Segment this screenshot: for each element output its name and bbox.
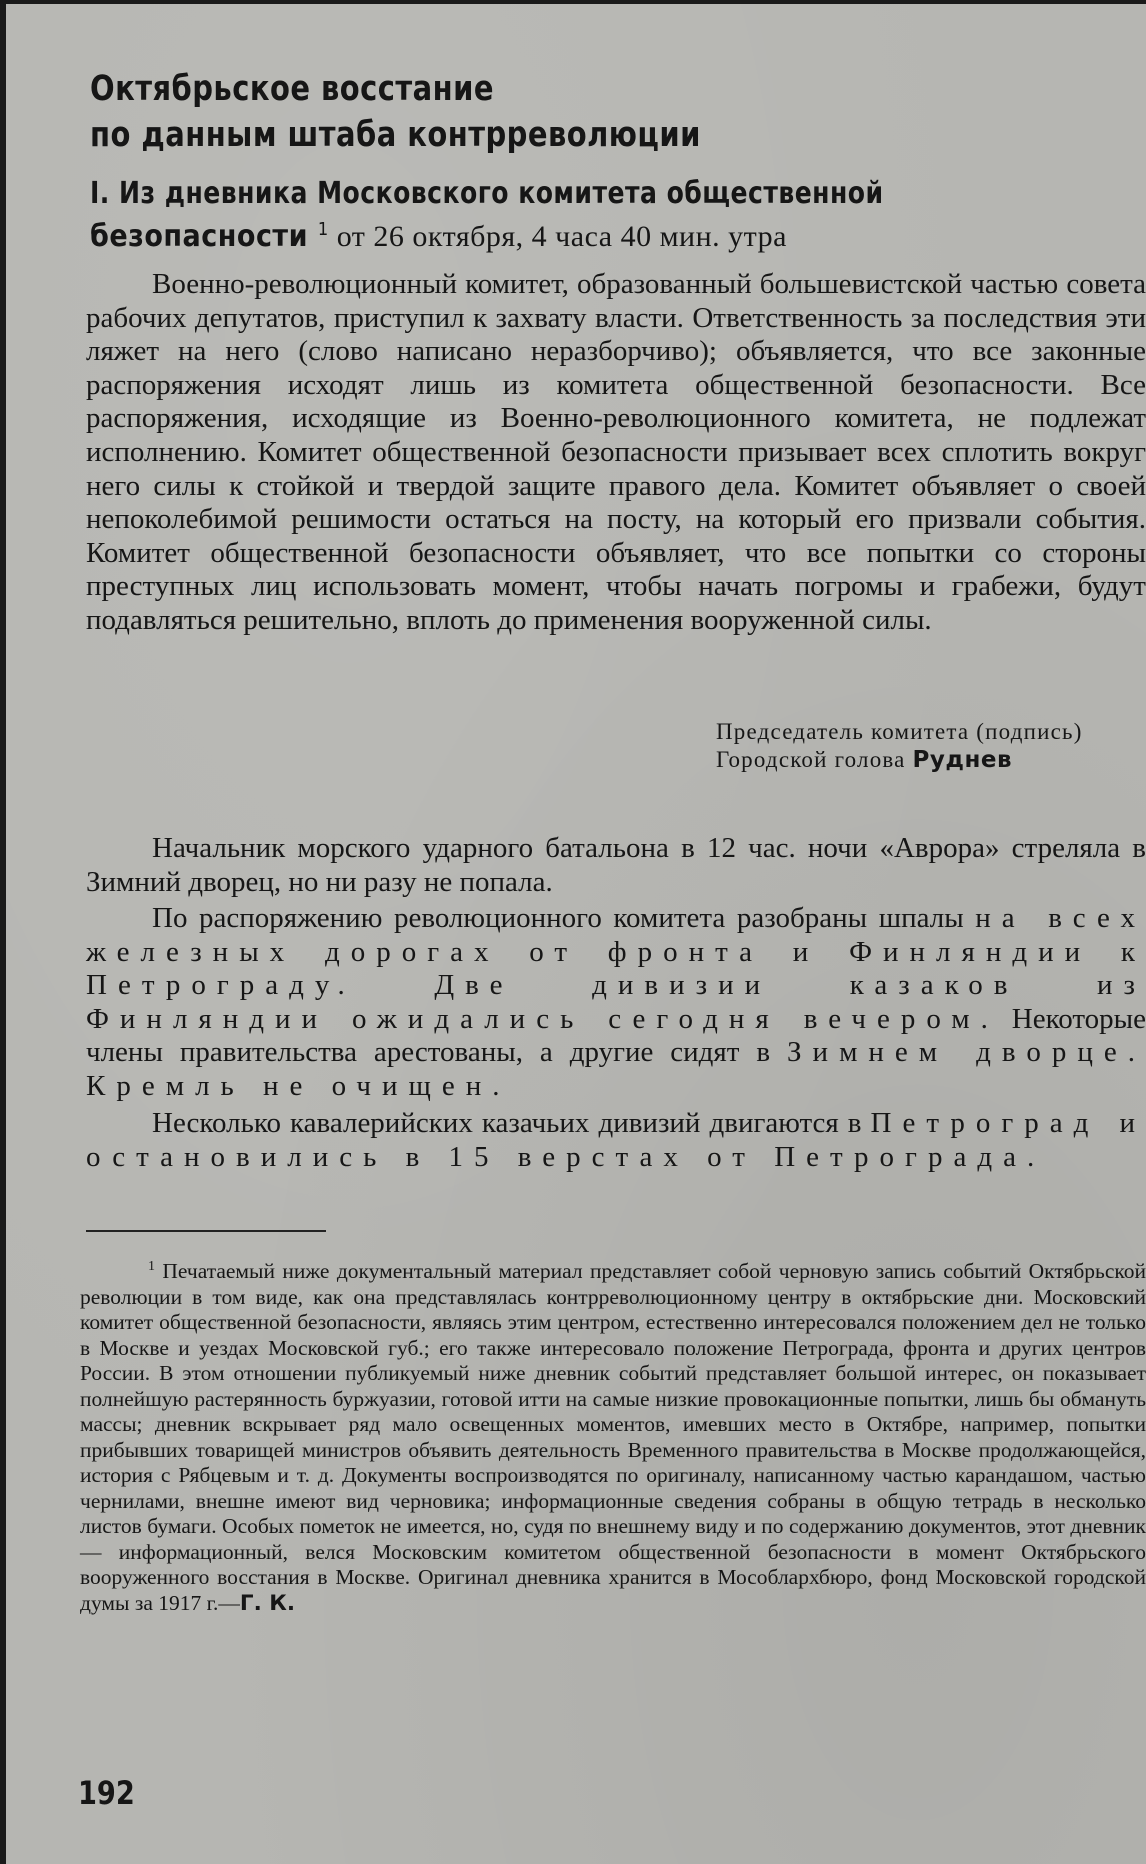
signature-name: Руднев — [912, 747, 1013, 773]
paragraph-cavalry-spaced: Петроград и остановились в 15 верстах от Петрограда. — [86, 1107, 1146, 1173]
signature-role: Городской голова — [716, 747, 913, 772]
footnote-divider — [86, 1230, 326, 1232]
section-heading-bold-word: безопасности — [90, 219, 308, 254]
title-line-2: по данным штаба контрреволюции — [90, 115, 701, 155]
paragraph-committee-statement: Военно-революционный комитет, образованный большевистской частью совета рабочих депутатов, приступил к захвату власти. Ответственность за последствия эти ляжет на него (слово написано неразборчиво); объявляется, что все законные распоряжения исходят лишь из комитета общественной безопасности. Все распоряжения, исходящие из Военно-революционного комитета, не подлежат исполнению. Комитет общественной безопасности призывает всех сплотить вокруг него силы к стойкой и твердой защите правого дела. Комитет объявляет о своей непоколебимой решимости остаться на посту, на который его призвали события. Комитет общественной безопасности объявляет, что все попытки со стороны преступных лиц использовать момент, чтобы начать погромы и грабежи, будут подавляться решительно, вплоть до применения вооруженной силы. — [86, 268, 1146, 636]
footnote-mark: 1 — [148, 1259, 155, 1274]
footnote — [80, 1254, 1146, 1616]
section-heading-date: от 26 октября, 4 часа 40 мин. утра — [328, 220, 787, 253]
section-heading-line-1: I. Из дневника Московского комитета общественной — [90, 176, 884, 211]
section-heading — [90, 176, 1130, 255]
footnote-text: Печатаемый ниже документальный материал представляет собой черновую запись событий Октябрьской революции в том виде, как она представлялась контрреволюционному центру в октябрьские дни. Московский комитет общественной безопасности, являясь этим центром, естественно интересовался положением дел не только в Москве и уездах Московской губ.; его также интересовало положение Петрограда, фронта и других центров России. В этом отношении публикуемый ниже дневник событий представляет большой интерес, он показывает полнейшую растерянность буржуазии, готовой итти на самые низкие провокационные попытки, лишь бы обмануть массы; дневник вскрывает ряд мало освещенных моментов, имевших место в Октябре, например, попытки прибывших товарищей министров объявить деятельность Временного правительства в Москве продолжающейся, история с Рябцевым и т. д. Документы воспроизводятся по оригиналу, написанному частью карандашом, частью чернилами, внешне имеют вид черновика; информационные сведения собраны в общую тетрадь в несколько листов бумаги. Особых пометок не имеется, но, судя по внешнему виду и по содержанию документов, этот дневник — информационный, велся Московским комитетом общественной безопасности в момент Октябрьского вооруженного восстания в Москве. Оригинал дневника хранится в Мособлархбюро, фонд Московской городской думы за 1917 г.— — [80, 1259, 1146, 1615]
title-line-1: Октябрьское восстание — [90, 69, 494, 109]
paragraph-aurora: Начальник морского ударного батальона в 12 час. ночи «Аврора» стреляла в Зимний дворец, но ни разу не попала. — [86, 832, 1146, 898]
signature-line-1: Председатель комитета (подпись) — [716, 719, 1083, 744]
book-page — [6, 4, 1146, 1864]
paragraph-cavalry-start: Несколько кавалерийских казачьих дивизий двигаются в — [152, 1107, 871, 1139]
paragraph-railways-spaced-end: Зимнем дворце. Кремль не очищен. — [86, 1036, 1146, 1102]
signature-block — [716, 718, 1146, 774]
paragraph-railways-start: По распоряжению революционного комитета разобраны шпалы — [152, 902, 976, 934]
paragraph-cavalry — [86, 1107, 1146, 1174]
paragraph-railways — [86, 902, 1146, 1104]
page-title — [90, 66, 1047, 158]
signature-line-2 — [716, 746, 1146, 774]
footnote-initials: Г. К. — [239, 1590, 295, 1616]
paragraph-railways-middle: Некоторые члены правительства арестованы, а другие сидят в — [86, 1002, 1146, 1069]
page-number: 192 — [78, 1774, 135, 1812]
footnote-reference[interactable]: 1 — [317, 219, 329, 240]
section-heading-line-2 — [90, 212, 1130, 255]
paragraph-railways-spaced: на всех железных дорогах от фронта и Финляндии к Петрограду. Две дивизии казаков из Финляндии ожидались сегодня вечером. — [86, 902, 1146, 1035]
